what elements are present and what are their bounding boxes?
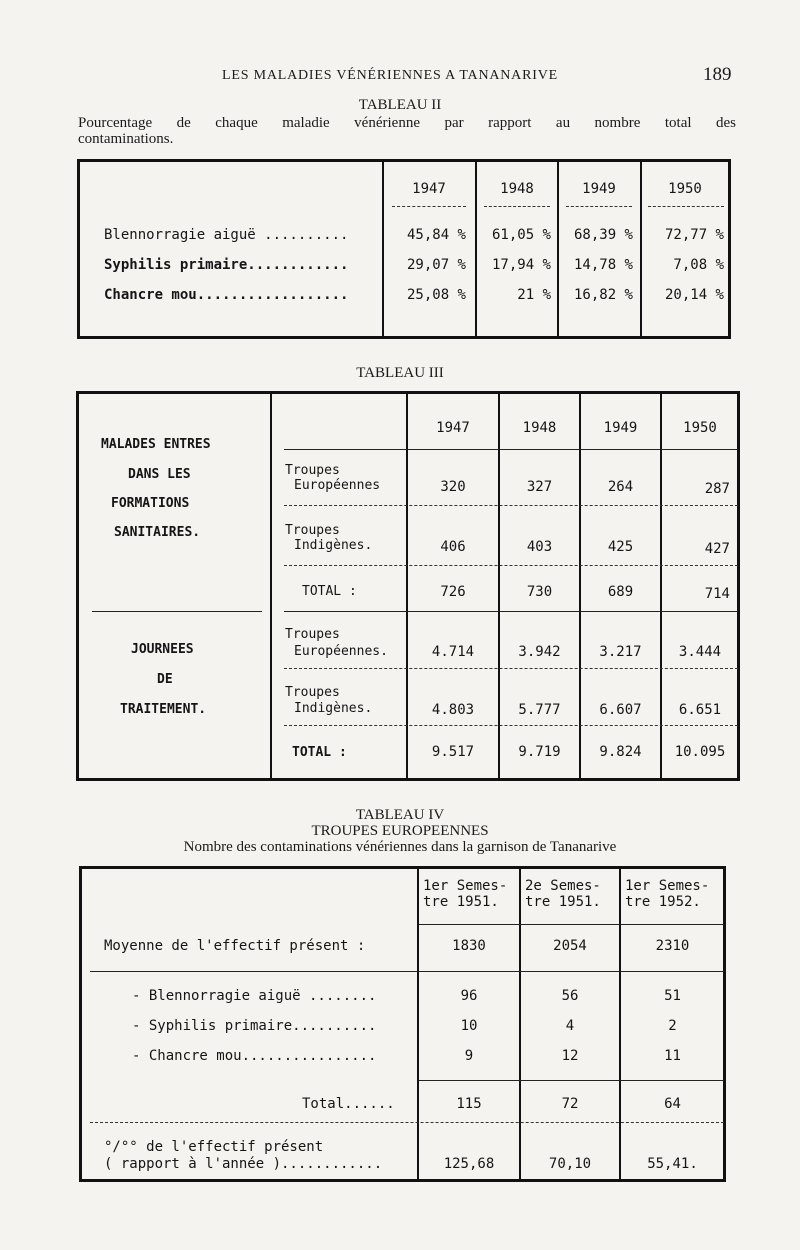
tableau3-row-label: Troupes <box>285 463 340 478</box>
tableau2-cell: 61,05 % <box>491 227 551 243</box>
tableau3-group1-label-line: MALADES ENTRES <box>101 437 211 452</box>
tableau4-row-rule <box>90 971 724 972</box>
tableau3-col-divider <box>270 393 272 779</box>
tableau3-row-label: Indigènes. <box>294 701 373 716</box>
tableau2-row-label: Blennorragie aiguë .......... <box>104 227 349 243</box>
tableau4-caption: Nombre des contaminations vénériennes dans la garnison de Tananarive <box>183 839 617 855</box>
tableau4-cell: 1830 <box>452 938 486 954</box>
tableau4-effectif-label: Moyenne de l'effectif présent : <box>104 938 366 954</box>
tableau3-cell: 9.824 <box>599 744 642 760</box>
tableau2-heading: TABLEAU II <box>358 97 442 113</box>
tableau4-cell: 12 <box>561 1048 579 1064</box>
tableau4-cell: 10 <box>460 1018 478 1034</box>
tableau4-row-rule <box>419 1080 724 1081</box>
tableau2-row-label: Chancre mou.................. <box>104 287 349 303</box>
tableau3-cell: 5.777 <box>518 702 561 718</box>
tableau4-col-header: 1er Semes- <box>625 878 710 894</box>
running-title: LES MALADIES VÉNÉRIENNES A TANANARIVE <box>222 68 558 83</box>
tableau2-caption-line2: contaminations. <box>78 131 174 147</box>
tableau2-caption-line1: Pourcentage de chaque maladie vénérienne par rapport au nombre total des <box>78 115 736 131</box>
tableau4-cell: 70,10 <box>548 1156 592 1172</box>
tableau2-year-rule <box>484 206 550 207</box>
tableau4-cell: 2054 <box>553 938 587 954</box>
tableau3-cell: 264 <box>607 479 634 495</box>
tableau3-row-rule <box>284 505 738 506</box>
tableau3-cell: 3.217 <box>599 644 642 660</box>
tableau4-row-rule <box>90 1122 724 1123</box>
tableau2-cell: 20,14 % <box>664 287 724 303</box>
tableau4-cell: 72 <box>561 1096 579 1112</box>
tableau3-row-label: Troupes <box>285 627 340 642</box>
tableau3-cell: 730 <box>526 584 553 600</box>
tableau4-cell: 2310 <box>655 938 690 954</box>
tableau3-row-rule <box>284 725 738 726</box>
tableau2-year-1950: 1950 <box>668 181 702 197</box>
tableau2-year-rule <box>566 206 632 207</box>
tableau3-row-rule <box>284 668 738 669</box>
tableau3-cell: 425 <box>607 539 634 555</box>
tableau3-group2-label-line: DE <box>157 672 173 687</box>
tableau3-row-label: Européennes <box>294 478 381 493</box>
tableau3-header-rule <box>284 449 738 450</box>
tableau3-group1-label-line: SANITAIRES. <box>114 525 201 540</box>
tableau3-cell: 9.719 <box>518 744 561 760</box>
tableau4-cell: 2 <box>668 1018 677 1034</box>
running-header <box>0 64 800 88</box>
tableau4-col-header: tre 1951. <box>423 894 499 910</box>
tableau3-cell: 327 <box>526 479 553 495</box>
tableau2-cell: 14,78 % <box>573 257 633 273</box>
tableau2-cell: 68,39 % <box>573 227 633 243</box>
tableau2-year-1948: 1948 <box>500 181 534 197</box>
tableau4-cell: 115 <box>456 1096 482 1112</box>
tableau2-cell: 45,84 % <box>406 227 466 243</box>
tableau3-group1-label-line: DANS LES <box>128 467 191 482</box>
tableau4-col-header: 2e Semes- <box>525 878 601 894</box>
tableau3-row-rule <box>284 565 738 566</box>
tableau3-cell: 4.714 <box>431 644 475 660</box>
tableau2-cell: 21 % <box>517 287 551 303</box>
tableau4-subheading: TROUPES EUROPEENNES <box>311 823 489 839</box>
tableau3-group1-label-line: FORMATIONS <box>111 496 190 511</box>
tableau3-year-1948: 1948 <box>522 420 557 436</box>
tableau3-cell: 689 <box>607 584 634 600</box>
tableau2-cell: 7,08 % <box>673 257 724 273</box>
tableau3-cell: 4.803 <box>431 702 475 718</box>
tableau3-cell: 726 <box>440 584 466 600</box>
tableau4-disease-label: - Syphilis primaire.......... <box>132 1018 377 1034</box>
tableau3-cell: 6.651 <box>678 702 722 718</box>
tableau2-row-label: Syphilis primaire............ <box>104 257 349 273</box>
tableau3-cell: 403 <box>526 539 553 555</box>
tableau2-cell: 16,82 % <box>573 287 633 303</box>
tableau3-row-label: Troupes <box>285 523 340 538</box>
tableau3-group2-label-line: TRAITEMENT. <box>120 702 207 717</box>
tableau4-total-label: Total...... <box>302 1096 395 1112</box>
tableau3-cell: 3.444 <box>678 644 722 660</box>
tableau4-cell: 96 <box>460 988 478 1004</box>
tableau4-cell: 11 <box>664 1048 681 1064</box>
tableau3-total-label: TOTAL : <box>292 745 347 760</box>
tableau3-year-1947: 1947 <box>436 420 470 436</box>
tableau4-rate-label: °/°° de l'effectif présent <box>104 1139 324 1155</box>
tableau3-row-label: Indigènes. <box>294 538 373 553</box>
tableau4-disease-label: - Chancre mou................ <box>132 1048 377 1064</box>
tableau2-year-rule <box>392 206 466 207</box>
tableau4-heading: TABLEAU IV <box>355 807 445 823</box>
tableau4-cell: 51 <box>664 988 681 1004</box>
tableau3-row-label: Européennes. <box>294 644 388 659</box>
tableau3-group-divider <box>284 611 738 612</box>
tableau4-col-header: 1er Semes- <box>423 878 508 894</box>
tableau4-cell: 64 <box>664 1096 681 1112</box>
tableau3-group-divider <box>92 611 262 612</box>
tableau3-cell: 10.095 <box>674 744 726 760</box>
tableau4-cell: 9 <box>464 1048 474 1064</box>
tableau3-total-label: TOTAL : <box>302 584 357 599</box>
tableau3-year-1949: 1949 <box>603 420 638 436</box>
tableau3-group2-label-line: JOURNEES <box>131 642 194 657</box>
tableau4-cell: 4 <box>565 1018 575 1034</box>
tableau3-cell: 3.942 <box>518 644 561 660</box>
tableau3-cell: 406 <box>440 539 466 555</box>
tableau4-col-header: tre 1952. <box>625 894 701 910</box>
tableau3-row-label: Troupes <box>285 685 340 700</box>
tableau2-year-1947: 1947 <box>412 181 446 197</box>
tableau3-cell: 320 <box>440 479 466 495</box>
tableau3-cell: 6.607 <box>599 702 642 718</box>
page-number: 189 <box>703 64 732 85</box>
tableau4-cell: 55,41. <box>647 1156 698 1172</box>
tableau3-cell: 9.517 <box>431 744 475 760</box>
tableau4-header-rule <box>419 924 724 925</box>
tableau4-col-header: tre 1951. <box>525 894 601 910</box>
tableau2-year-1949: 1949 <box>582 181 616 197</box>
tableau2-cell: 25,08 % <box>406 287 466 303</box>
tableau2-cell: 29,07 % <box>406 257 466 273</box>
tableau3-heading: TABLEAU III <box>356 365 444 381</box>
tableau3-cell: 287 <box>704 481 730 497</box>
tableau3-cell: 427 <box>704 541 730 557</box>
tableau4-disease-label: - Blennorragie aiguë ........ <box>132 988 377 1004</box>
tableau4-cell: 125,68 <box>443 1156 495 1172</box>
tableau4-rate-label: ( rapport à l'année )............ <box>104 1156 383 1172</box>
tableau4-cell: 56 <box>561 988 579 1004</box>
tableau2-cell: 72,77 % <box>664 227 724 243</box>
tableau3-year-1950: 1950 <box>683 420 717 436</box>
tableau2-year-rule <box>648 206 724 207</box>
tableau2-cell: 17,94 % <box>491 257 551 273</box>
tableau3-cell: 714 <box>704 586 730 602</box>
